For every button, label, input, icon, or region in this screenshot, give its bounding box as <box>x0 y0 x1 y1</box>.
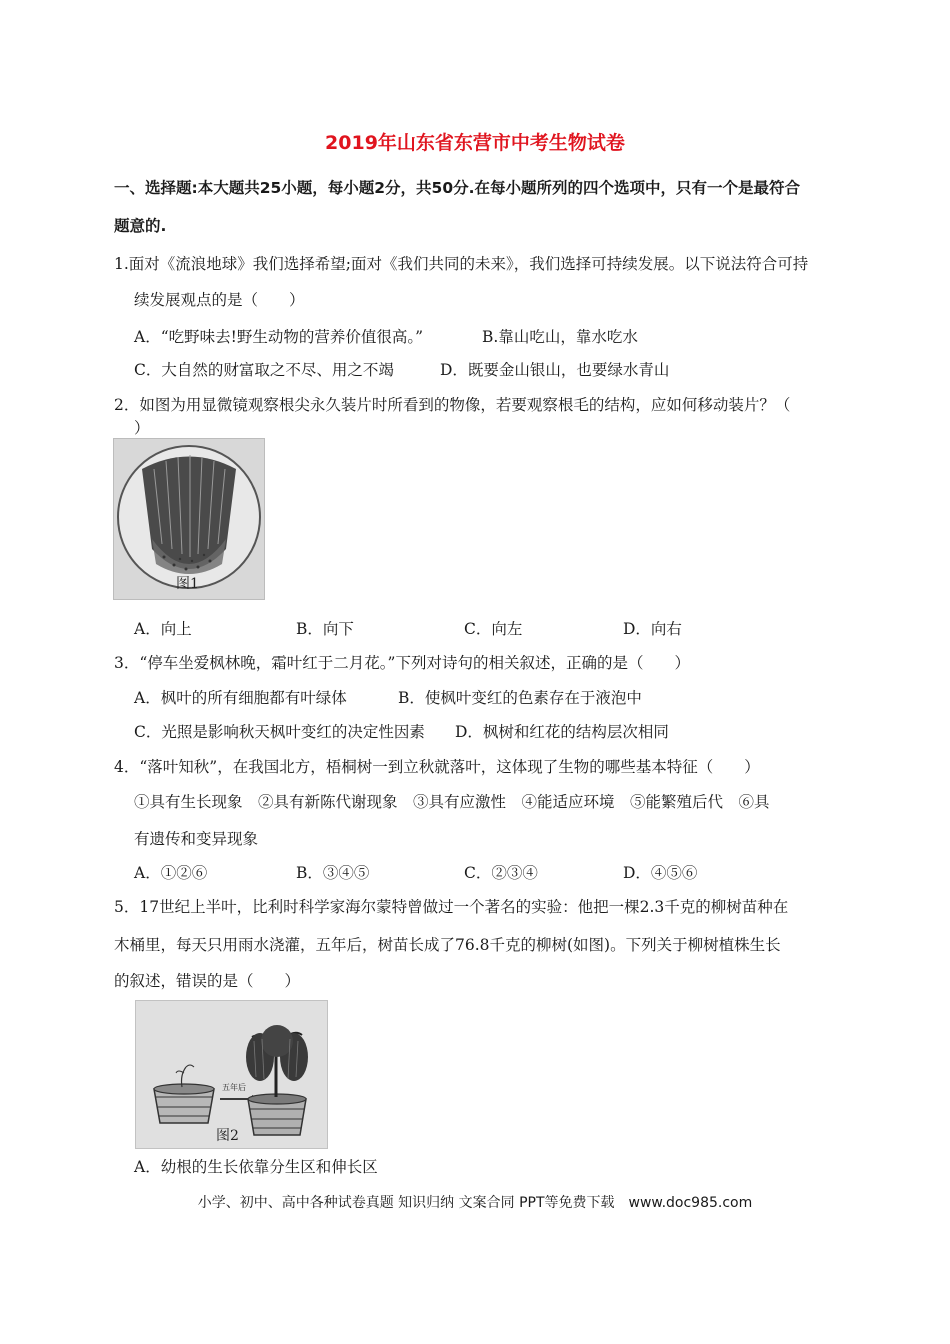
arrow-label: 五年后 <box>222 1083 246 1092</box>
q5-stem-line1: 5．17世纪上半叶，比利时科学家海尔蒙特曾做过一个著名的实验：他把一棵2.3千克的柳树苗种在 <box>114 898 789 916</box>
figure-1-root-tip-micrograph <box>113 438 265 600</box>
q2-option-a: A．向上 <box>134 620 192 638</box>
exam-title: 2019年山东省东营市中考生物试卷 <box>325 132 625 154</box>
q5-option-a: A．幼根的生长依靠分生区和伸长区 <box>134 1158 378 1176</box>
figure-2-willow-experiment <box>135 1000 328 1149</box>
q1-option-b: B.靠山吃山，靠水吃水 <box>482 328 638 346</box>
section-heading-line1: 一、选择题:本大题共25小题，每小题2分，共50分.在每小题所列的四个选项中，只有一个是最符合 <box>114 179 801 197</box>
q2-option-d: D．向右 <box>623 620 682 638</box>
q4-stem-line1: 4．“落叶知秋”，在我国北方，梧桐树一到立秋就落叶，这体现了生物的哪些基本特征（ ） <box>114 758 760 776</box>
q4-option-a: A．①②⑥ <box>134 864 208 882</box>
q2-stem-line2: ） <box>134 419 150 437</box>
page-footer: 小学、初中、高中各种试卷真题 知识归纳 文案合同 PPT等免费下载 www.doc985.com <box>197 1195 753 1211</box>
q2-option-b: B．向下 <box>296 620 354 638</box>
section-heading-line2: 题意的. <box>114 217 167 235</box>
q5-stem-line2: 木桶里，每天只用雨水浇灌，五年后，树苗长成了76.8千克的柳树(如图)。下列关于柳树植株生长 <box>114 936 781 954</box>
q4-option-d: D．④⑤⑥ <box>623 864 698 882</box>
q4-option-c: C．②③④ <box>464 864 538 882</box>
q1-stem-line2: 续发展观点的是（ ） <box>134 291 305 309</box>
q3-option-a: A．枫叶的所有细胞都有叶绿体 <box>134 689 347 707</box>
q4-stem-line3: 有遗传和变异现象 <box>134 830 259 848</box>
q3-option-b: B．使枫叶变红的色素存在于液泡中 <box>398 689 642 707</box>
q3-option-c: C．光照是影响秋天枫叶变红的决定性因素 <box>134 723 425 741</box>
figure-1-label: 图1 <box>176 576 199 592</box>
figure-2-label: 图2 <box>216 1128 239 1144</box>
q1-stem-line1: 1.面对《流浪地球》我们选择希望;面对《我们共同的未来》，我们选择可持续发展。以下说法符合可持 <box>114 255 809 273</box>
q4-option-b: B．③④⑤ <box>296 864 370 882</box>
q1-option-c: C．大自然的财富取之不尽、用之不竭 <box>134 361 394 379</box>
q4-stem-line2: ①具有生长现象 ②具有新陈代谢现象 ③具有应激性 ④能适应环境 ⑤能繁殖后代 ⑥具 <box>134 793 770 811</box>
q1-option-d: D．既要金山银山，也要绿水青山 <box>440 361 670 379</box>
q3-stem: 3．“停车坐爱枫林晚，霜叶红于二月花。”下列对诗句的相关叙述，正确的是（ ） <box>114 654 690 672</box>
q2-stem-line1: 2．如图为用显微镜观察根尖永久装片时所看到的物像，若要观察根毛的结构，应如何移动装片？（ <box>114 396 791 414</box>
q3-option-d: D．枫树和红花的结构层次相同 <box>455 723 669 741</box>
q1-option-a: A．“吃野味去!野生动物的营养价值很高。” <box>134 328 424 346</box>
q5-stem-line3: 的叙述，错误的是（ ） <box>114 972 301 990</box>
q2-option-c: C．向左 <box>464 620 523 638</box>
